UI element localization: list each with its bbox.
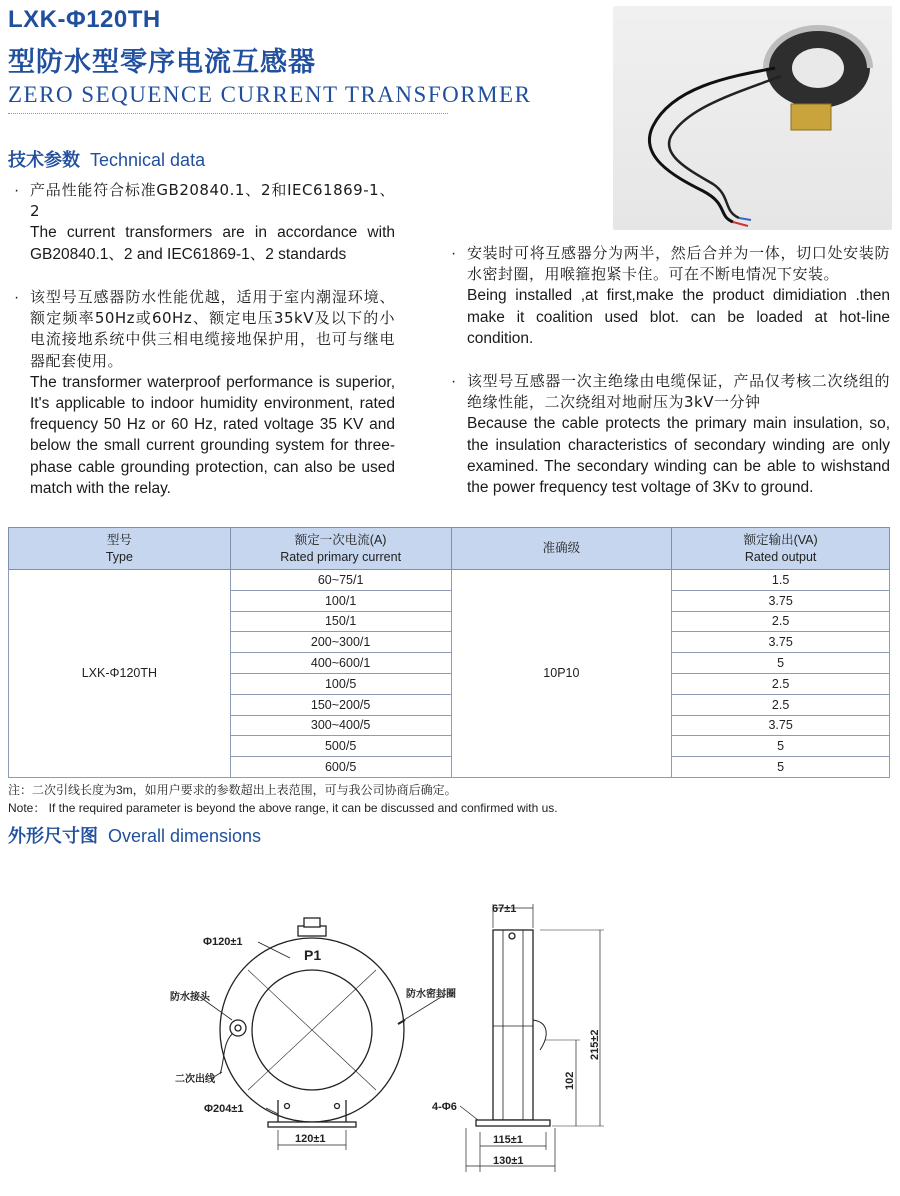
bullet-icon: · [14, 289, 20, 306]
label-holes: 4-Φ6 [432, 1101, 457, 1113]
cell-output: 3.75 [672, 715, 890, 736]
product-photo [613, 6, 892, 230]
cell-output: 2.5 [672, 673, 890, 694]
label-outer-diameter: Φ204±1 [204, 1103, 244, 1115]
header-rated-output: 额定输出(VA) Rated output [672, 528, 890, 570]
cell-current: 100/5 [230, 673, 451, 694]
tech-item-2-cn: 该型号互感器防水性能优越，适用于室内潮湿环境、额定频率50Hz或60Hz、额定电压35kV及以下的小电流接地系统中供三相电缆接地保护用，也可与继电器配套使用。 [30, 288, 395, 370]
label-waterproof-seal: 防水密封圈 [406, 989, 456, 1000]
cell-output: 5 [672, 736, 890, 757]
cell-current: 300~400/5 [230, 715, 451, 736]
bullet-icon: · [451, 373, 457, 390]
label-inner-diameter: Φ120±1 [203, 936, 243, 948]
cell-current: 400~600/1 [230, 653, 451, 674]
label-p1: P1 [304, 947, 322, 963]
technical-data-heading [8, 146, 205, 172]
dimension-drawing [0, 880, 900, 1190]
tech-item-4 [451, 371, 890, 498]
bullet-icon: · [14, 182, 20, 199]
tech-item-1 [14, 180, 395, 265]
cell-output: 5 [672, 757, 890, 778]
cell-current: 150/1 [230, 611, 451, 632]
label-mount-height: 102 [564, 1071, 576, 1090]
label-waterproof-joint: 防水接头 [170, 992, 210, 1003]
label-base-width-front: 120±1 [295, 1133, 326, 1145]
label-secondary-lead: 二次出线 [175, 1074, 215, 1085]
label-total-height: 215±2 [589, 1029, 601, 1060]
cell-current: 500/5 [230, 736, 451, 757]
dimensions-heading [8, 822, 261, 848]
cell-current: 150~200/5 [230, 694, 451, 715]
table-header-row [9, 528, 890, 570]
cell-current: 100/1 [230, 590, 451, 611]
cell-type: LXK-Φ120TH [9, 570, 231, 778]
cell-current: 200~300/1 [230, 632, 451, 653]
header-rated-primary-current: 额定一次电流(A) Rated primary current [230, 528, 451, 570]
note-cn: 注：二次引线长度为3m，如用户要求的参数超出上表范围，可与我公司协商后确定。 [8, 783, 457, 797]
cell-current: 600/5 [230, 757, 451, 778]
cell-output: 2.5 [672, 611, 890, 632]
cell-output: 5 [672, 653, 890, 674]
technical-data-heading-cn: 技术参数 [8, 150, 80, 171]
label-top-width: 67±1 [492, 903, 517, 915]
note-en: Note： If the required parameter is beyond the above range, it can be discussed and confirmed with us. [8, 801, 558, 815]
dimensions-heading-cn: 外形尺寸图 [8, 826, 98, 847]
tech-item-1-cn: 产品性能符合标准GB20840.1、2和IEC61869-1、2 [30, 181, 395, 221]
label-base-inner: 115±1 [493, 1134, 523, 1146]
tech-item-2-en: The transformer waterproof performance is superior, It's applicable to indoor humidity environment, rated frequency 50 Hz or 60 Hz, rated voltage 35 KV and below the small current grounding system for three-phase cable grounding protection, can also be used match with the relay. [30, 373, 395, 497]
table-row [9, 570, 890, 591]
technical-data-heading-en: Technical data [90, 150, 206, 170]
bullet-icon: · [451, 245, 457, 262]
dimensions-heading-en: Overall dimensions [108, 826, 262, 846]
cell-output: 2.5 [672, 694, 890, 715]
header-accuracy-class: 准确级 [451, 528, 672, 570]
product-title-cn: 型防水型零序电流互感器 [8, 47, 316, 78]
tech-item-3 [451, 243, 890, 349]
title-divider [8, 113, 448, 114]
tech-item-3-en: Being installed ,at first,make the product dimidiation .then make it coalition used blot. can be loaded at hot-line condition. [467, 287, 890, 347]
tech-item-4-en: Because the cable protects the primary main insulation, so, the insulation characteristics of secondary winding are only examined. The secondary winding can be able to wishstand the power frequency test voltage of 3Kv to ground. [467, 415, 890, 497]
spec-table [8, 527, 890, 778]
cell-output: 1.5 [672, 570, 890, 591]
header-type: 型号 Type [9, 528, 231, 570]
cell-accuracy: 10P10 [451, 570, 672, 778]
cell-output: 3.75 [672, 632, 890, 653]
tech-item-1-en: The current transformers are in accordance with GB20840.1、2 and IEC61869-1、2 standards [30, 224, 395, 263]
product-title-en: ZERO SEQUENCE CURRENT TRANSFORMER [8, 82, 532, 107]
tech-item-2 [14, 287, 395, 499]
label-base-outer: 130±1 [493, 1155, 524, 1167]
cell-current: 60~75/1 [230, 570, 451, 591]
model-title: LXK-Φ120TH [8, 6, 161, 33]
tech-item-4-cn: 该型号互感器一次主绝缘由电缆保证，产品仅考核二次绕组的绝缘性能，二次绕组对地耐压为3kV一分钟 [467, 372, 890, 412]
cell-output: 3.75 [672, 590, 890, 611]
tech-item-3-cn: 安装时可将互感器分为两半，然后合并为一体，切口处安装防水密封圈，用喉箍抱紧卡住。可在不断电情况下安装。 [467, 244, 890, 284]
